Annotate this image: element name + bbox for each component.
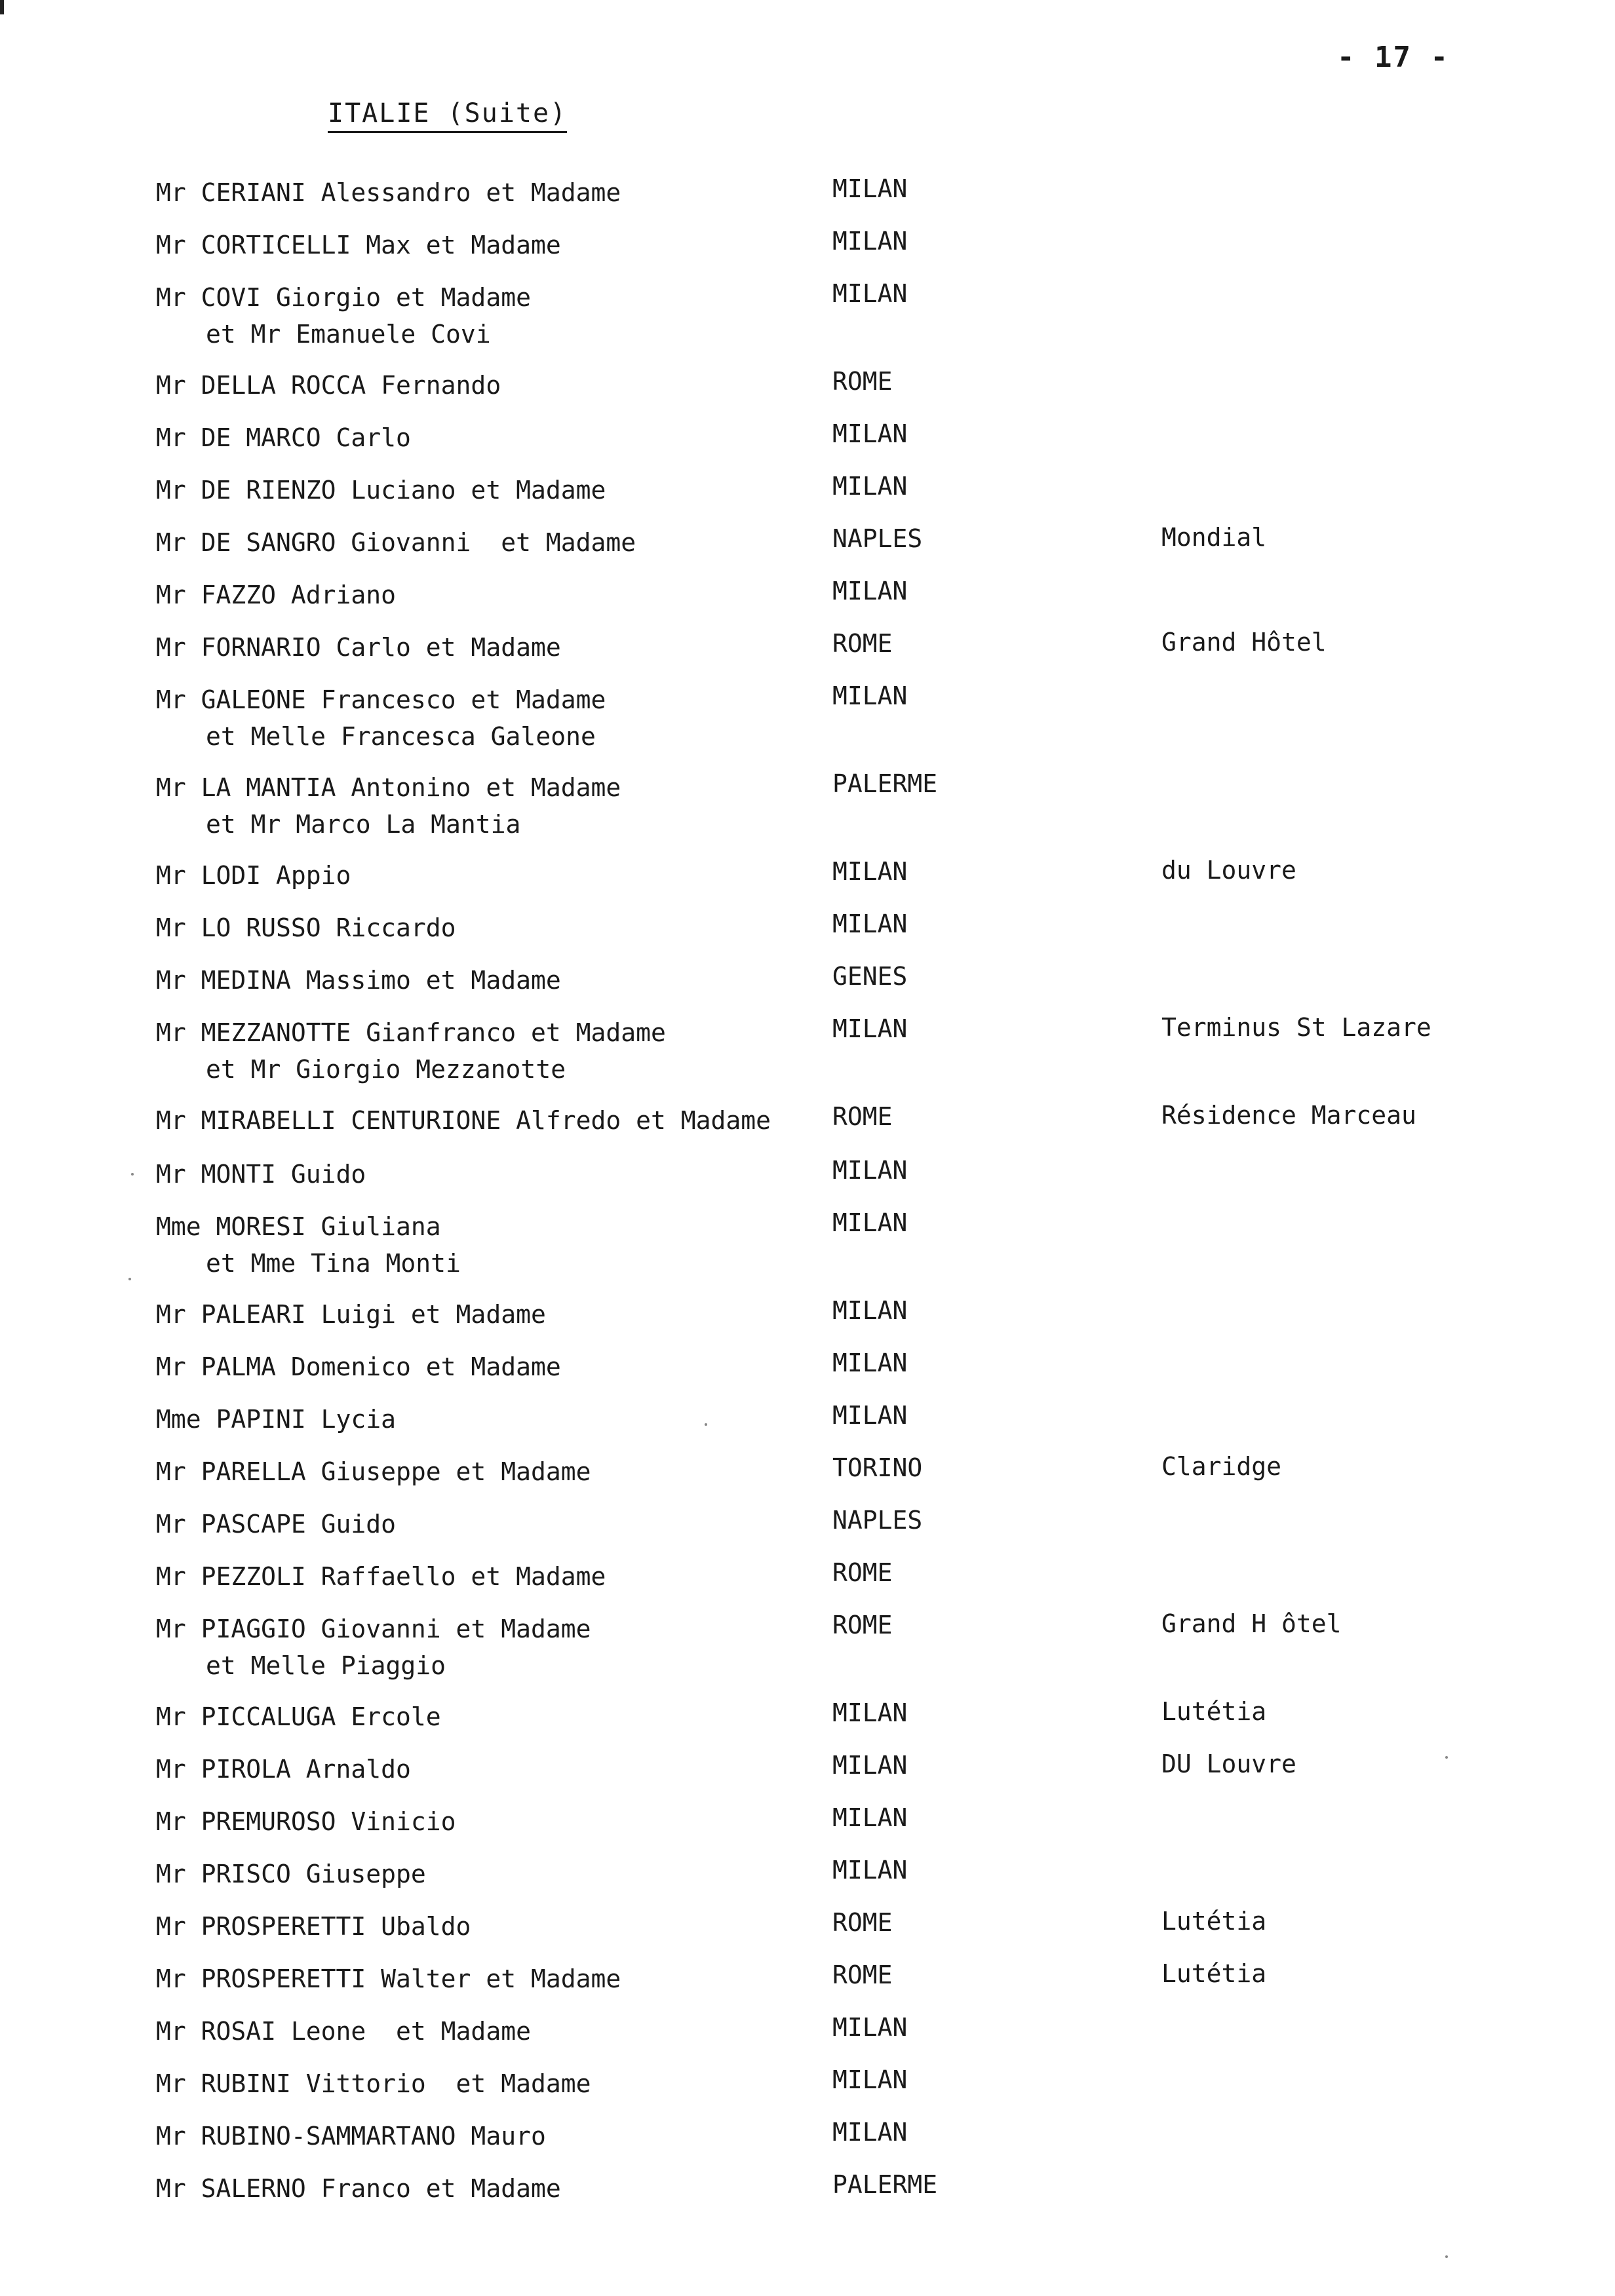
guest-entry bbox=[0, 1698, 1615, 1751]
guest-name: Mr MEZZANOTTE Gianfranco et Madame et Mr Giorgio Mezzanotte bbox=[156, 1014, 831, 1088]
guest-name-line2: et Mme Tina Monti bbox=[206, 1249, 461, 1278]
guest-city: NAPLES bbox=[832, 1506, 923, 1535]
guest-city: MILAN bbox=[832, 2118, 908, 2147]
guest-city: TORINO bbox=[832, 1453, 923, 1482]
guest-entry bbox=[0, 1013, 1615, 1084]
guest-name: Mr PASCAPE Guido bbox=[156, 1510, 397, 1539]
guest-name: Mme MORESI Giuliana et Mme Tina Monti bbox=[156, 1208, 831, 1282]
guest-name: Mr DELLA ROCCA Fernando bbox=[156, 371, 501, 400]
guest-name: Mr MONTI Guido bbox=[156, 1160, 366, 1189]
guest-hotel: Terminus St Lazare bbox=[1161, 1013, 1431, 1042]
guest-city: ROME bbox=[832, 1908, 893, 1937]
guest-name: Mr SALERNO Franco et Madame bbox=[156, 2174, 561, 2203]
guest-name: Mr DE SANGRO Giovanni et Madame bbox=[156, 528, 636, 557]
guest-entry bbox=[0, 524, 1615, 577]
guest-entry bbox=[0, 174, 1615, 227]
guest-city: MILAN bbox=[832, 1208, 908, 1237]
guest-name-line2: et Melle Francesca Galeone bbox=[206, 722, 596, 751]
guest-hotel: Mondial bbox=[1161, 523, 1267, 552]
guest-entry bbox=[0, 1609, 1615, 1680]
scan-mark bbox=[0, 0, 4, 14]
guest-name: Mr FORNARIO Carlo et Madame bbox=[156, 633, 561, 662]
scan-speck bbox=[1445, 2255, 1448, 2258]
guest-name: Mr CORTICELLI Max et Madame bbox=[156, 231, 561, 259]
guest-city: ROME bbox=[832, 1558, 893, 1587]
guest-name-line2: et Mr Giorgio Mezzanotte bbox=[206, 1055, 566, 1084]
guest-name-line2: et Mr Emanuele Covi bbox=[206, 320, 491, 349]
guest-entry bbox=[0, 1401, 1615, 1453]
guest-entry bbox=[0, 1751, 1615, 1803]
guest-city: MILAN bbox=[832, 1698, 908, 1727]
guest-entry bbox=[0, 962, 1615, 1014]
guest-name: Mme PAPINI Lycia bbox=[156, 1405, 397, 1434]
guest-hotel: Claridge bbox=[1161, 1452, 1282, 1481]
scan-speck bbox=[1445, 1756, 1448, 1759]
guest-name: Mr LA MANTIA Antonino et Madame et Mr Marco La Mantia bbox=[156, 769, 831, 843]
guest-city: MILAN bbox=[832, 472, 908, 501]
guest-city: MILAN bbox=[832, 174, 908, 203]
guest-city: MILAN bbox=[832, 227, 908, 256]
guest-name-line2: et Melle Piaggio bbox=[206, 1651, 446, 1680]
guest-city: MILAN bbox=[832, 1803, 908, 1832]
guest-entry bbox=[0, 1803, 1615, 1856]
guest-name: Mr PREMUROSO Vinicio bbox=[156, 1807, 456, 1836]
guest-name: Mr RUBINI Vittorio et Madame bbox=[156, 2069, 591, 2098]
guest-city: MILAN bbox=[832, 1156, 908, 1185]
guest-city: MILAN bbox=[832, 1401, 908, 1430]
guest-city: PALERME bbox=[832, 2170, 938, 2199]
guest-entry bbox=[0, 1506, 1615, 1558]
guest-city: ROME bbox=[832, 629, 893, 658]
guest-name: Mr MIRABELLI CENTURIONE Alfredo et Madame bbox=[156, 1106, 771, 1135]
guest-name: Mr FAZZO Adriano bbox=[156, 581, 397, 609]
guest-hotel: du Louvre bbox=[1161, 856, 1296, 885]
guest-name: Mr LO RUSSO Riccardo bbox=[156, 913, 456, 942]
page-number: - 17 - bbox=[1337, 41, 1449, 74]
guest-name: Mr MEDINA Massimo et Madame bbox=[156, 966, 561, 995]
guest-entry bbox=[0, 1208, 1615, 1278]
guest-entry bbox=[0, 1349, 1615, 1401]
guest-entry bbox=[0, 2170, 1615, 2223]
guest-entry bbox=[0, 1908, 1615, 1961]
guest-hotel: Grand H ôtel bbox=[1161, 1609, 1342, 1638]
guest-city: GENES bbox=[832, 962, 908, 991]
guest-city: ROME bbox=[832, 1102, 893, 1131]
guest-name: Mr GALEONE Francesco et Madame et Melle Francesca Galeone bbox=[156, 681, 831, 755]
guest-city: MILAN bbox=[832, 1751, 908, 1780]
guest-city: ROME bbox=[832, 1961, 893, 1989]
guest-entry bbox=[0, 2065, 1615, 2118]
guest-city: MILAN bbox=[832, 1349, 908, 1377]
guest-city: PALERME bbox=[832, 769, 938, 798]
guest-hotel: Lutétia bbox=[1161, 1959, 1267, 1988]
guest-entry bbox=[0, 769, 1615, 839]
guest-city: MILAN bbox=[832, 909, 908, 938]
scan-speck bbox=[131, 1173, 134, 1176]
guest-hotel: Lutétia bbox=[1161, 1697, 1267, 1726]
guest-name: Mr PROSPERETTI Walter et Madame bbox=[156, 1964, 621, 1993]
guest-entry bbox=[0, 1102, 1615, 1155]
guest-city: MILAN bbox=[832, 2065, 908, 2094]
guest-city: ROME bbox=[832, 367, 893, 396]
guest-city: MILAN bbox=[832, 1296, 908, 1325]
guest-name: Mr PRISCO Giuseppe bbox=[156, 1860, 426, 1888]
guest-city: NAPLES bbox=[832, 524, 923, 553]
guest-entry bbox=[0, 227, 1615, 279]
guest-entry bbox=[0, 857, 1615, 909]
guest-entry bbox=[0, 2118, 1615, 2170]
guest-name: Mr CERIANI Alessandro et Madame bbox=[156, 178, 621, 207]
guest-hotel: Grand Hôtel bbox=[1161, 628, 1327, 657]
guest-name: Mr PROSPERETTI Ubaldo bbox=[156, 1912, 471, 1941]
guest-name: Mr LODI Appio bbox=[156, 861, 351, 890]
guest-name: Mr PALMA Domenico et Madame bbox=[156, 1352, 561, 1381]
guest-entry bbox=[0, 577, 1615, 629]
scan-speck bbox=[705, 1423, 707, 1426]
guest-entry bbox=[0, 1961, 1615, 2013]
guest-entry bbox=[0, 279, 1615, 349]
guest-entry bbox=[0, 2013, 1615, 2065]
guest-entry bbox=[0, 1453, 1615, 1506]
guest-entry bbox=[0, 1558, 1615, 1611]
guest-hotel: DU Louvre bbox=[1161, 1750, 1296, 1778]
guest-entry bbox=[0, 681, 1615, 751]
guest-name: Mr PALEARI Luigi et Madame bbox=[156, 1300, 546, 1329]
guest-name: Mr PICCALUGA Ercole bbox=[156, 1702, 441, 1731]
section-heading: ITALIE (Suite) bbox=[328, 98, 567, 133]
guest-name: Mr PIAGGIO Giovanni et Madame et Melle Piaggio bbox=[156, 1611, 831, 1684]
guest-name: Mr DE MARCO Carlo bbox=[156, 423, 411, 452]
guest-city: ROME bbox=[832, 1611, 893, 1639]
guest-entry bbox=[0, 1856, 1615, 1908]
guest-entry bbox=[0, 909, 1615, 962]
guest-hotel: Lutétia bbox=[1161, 1907, 1267, 1936]
guest-city: MILAN bbox=[832, 1856, 908, 1885]
guest-city: MILAN bbox=[832, 279, 908, 308]
guest-city: MILAN bbox=[832, 419, 908, 448]
guest-entry bbox=[0, 419, 1615, 472]
guest-name: Mr RUBINO-SAMMARTANO Mauro bbox=[156, 2122, 546, 2151]
guest-name-line2: et Mr Marco La Mantia bbox=[206, 810, 521, 839]
guest-name: Mr DE RIENZO Luciano et Madame bbox=[156, 476, 606, 505]
guest-name: Mr COVI Giorgio et Madame et Mr Emanuele Covi bbox=[156, 279, 831, 353]
guest-entry bbox=[0, 1296, 1615, 1349]
guest-name: Mr PIROLA Arnaldo bbox=[156, 1755, 411, 1784]
guest-name: Mr PEZZOLI Raffaello et Madame bbox=[156, 1562, 606, 1591]
guest-hotel: Résidence Marceau bbox=[1161, 1101, 1416, 1130]
guest-name: Mr ROSAI Leone et Madame bbox=[156, 2017, 531, 2046]
guest-city: MILAN bbox=[832, 1014, 908, 1043]
guest-entry bbox=[0, 367, 1615, 419]
guest-entry bbox=[0, 472, 1615, 524]
guest-city: MILAN bbox=[832, 857, 908, 886]
guest-city: MILAN bbox=[832, 681, 908, 710]
guest-entry bbox=[0, 1156, 1615, 1208]
scan-speck bbox=[128, 1278, 131, 1280]
guest-city: MILAN bbox=[832, 2013, 908, 2042]
guest-entry bbox=[0, 629, 1615, 681]
guest-city: MILAN bbox=[832, 577, 908, 605]
guest-name: Mr PARELLA Giuseppe et Madame bbox=[156, 1457, 591, 1486]
